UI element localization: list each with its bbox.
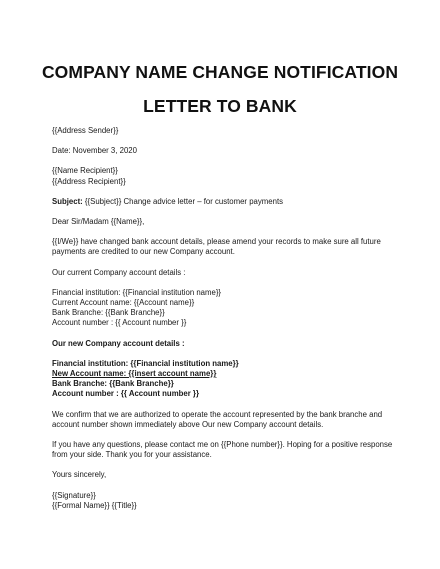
subject-label: Subject: (52, 196, 83, 206)
address-sender: {{Address Sender}} (52, 126, 119, 135)
closing: Yours sincerely, (52, 470, 107, 480)
current-branch: Bank Branche: {{Bank Branche}} (52, 308, 165, 318)
new-account-heading (52, 339, 397, 349)
paragraph-contact: If you have any questions, please contact me on {{Phone number}}. Hoping for a positive response from your side. Thank you for your assistance. (52, 440, 393, 460)
salutation: Dear Sir/Madam {{Name}}, (52, 217, 145, 227)
new-account-number (52, 389, 397, 399)
new-branch-text: Bank Branche: {{Bank Branche}} (52, 379, 174, 389)
current-account-number: Account number : {{ Account number }} (52, 318, 187, 328)
subject-line (52, 197, 397, 207)
new-institution-text: Financial institution: {{Financial institution name}} (52, 358, 239, 368)
new-account-name (52, 369, 397, 379)
letter-date: Date: November 3, 2020 (52, 146, 137, 156)
new-account-heading-text: Our new Company account details : (52, 338, 185, 348)
paragraph-intro: {{I/We}} have changed bank account details, please amend your records to make sure all future payments are credited to our new Company account. (52, 237, 381, 257)
signature: {{Signature}} (52, 490, 96, 500)
document-title-line1: COMPANY NAME CHANGE NOTIFICATION (41, 62, 399, 82)
formal-name: {{Formal Name}} {{Title}} (52, 500, 137, 510)
current-account-heading: Our current Company account details : (52, 267, 186, 277)
address-recipient: {{Address Recipient}} (52, 176, 126, 186)
subject-text: {{Subject}} Change advice letter – for customer payments (82, 196, 284, 206)
current-institution: Financial institution: {{Financial institution name}} (52, 287, 222, 297)
paragraph-confirm: We confirm that we are authorized to operate the account represented by the bank branche and account number shown immediately above Our new Company account details. (52, 409, 383, 429)
new-institution (52, 359, 397, 369)
name-recipient: {{Name Recipient}} (52, 166, 118, 176)
document-title-line2: LETTER TO BANK (143, 96, 297, 116)
new-account-number-text: Account number : {{ Account number }} (52, 389, 199, 399)
new-branch (52, 379, 397, 389)
letter-body (52, 126, 397, 511)
current-account-name: Current Account name: {{Account name}} (52, 298, 195, 308)
new-account-name-text: New Account name: {{insert account name}} (52, 369, 217, 379)
